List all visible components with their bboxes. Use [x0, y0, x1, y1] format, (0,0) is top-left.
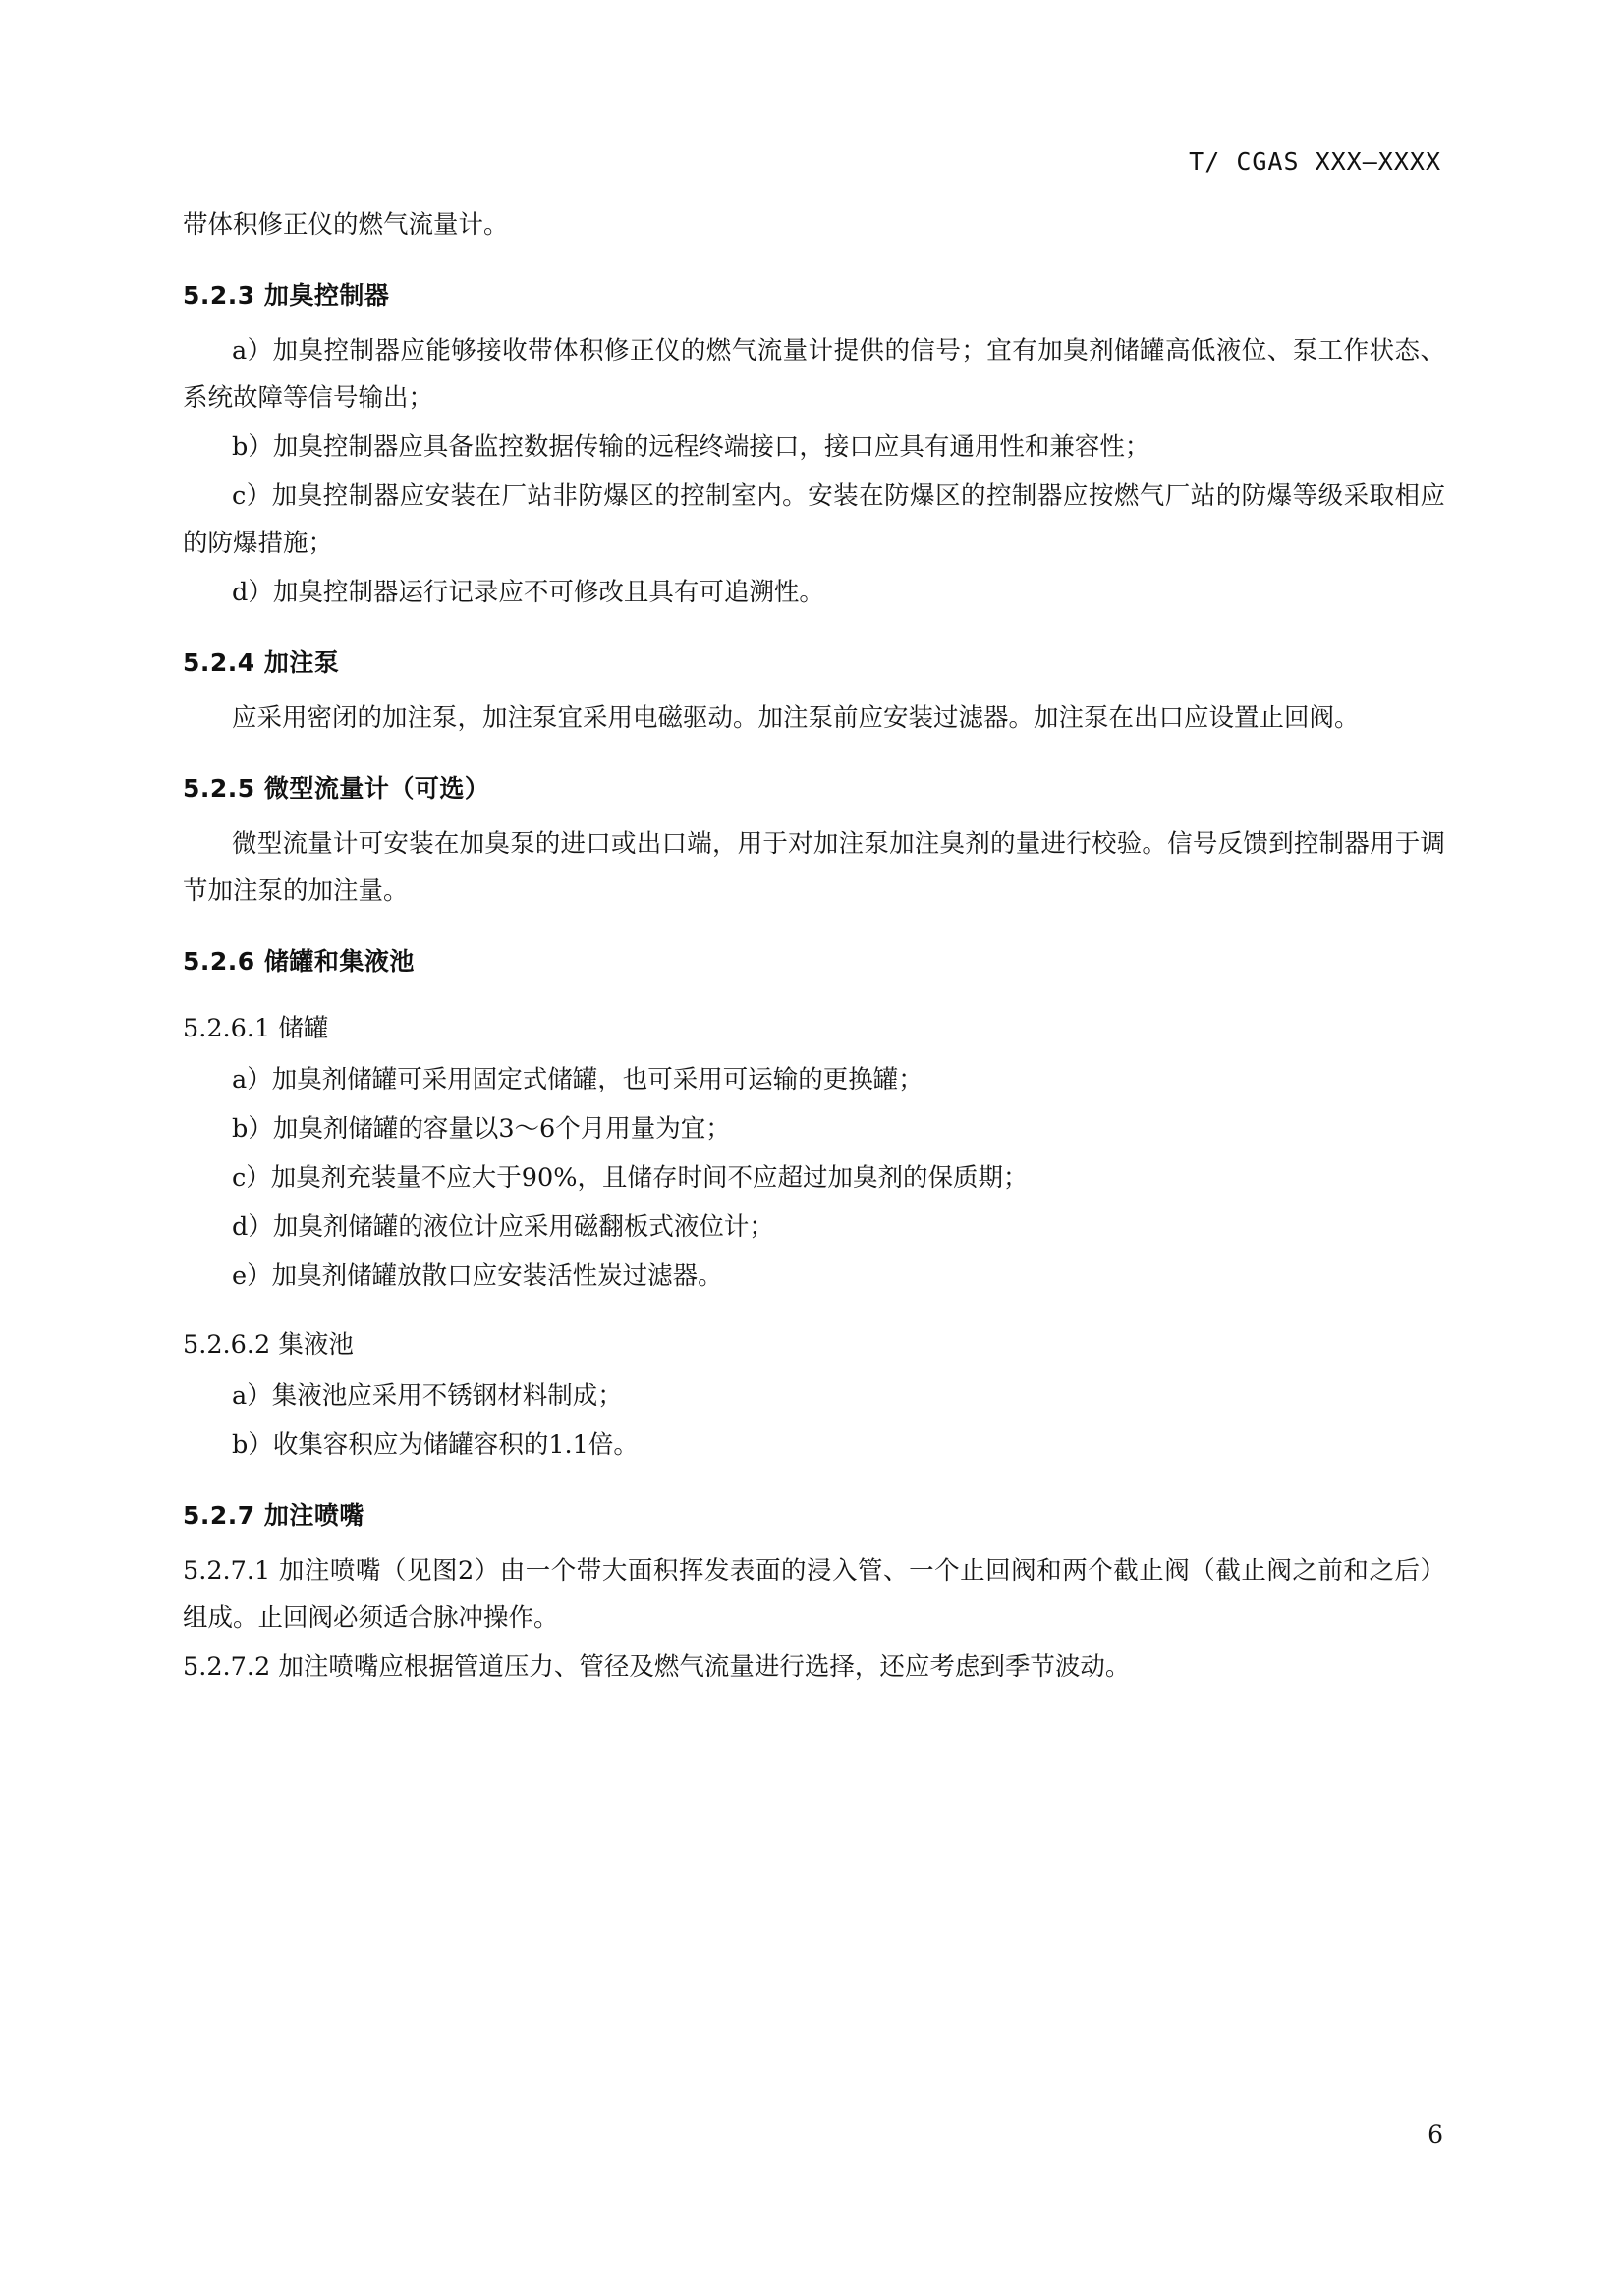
- subheading-number: 5.2.6.2: [183, 1330, 271, 1360]
- heading-title: 加注泵: [263, 648, 340, 677]
- subheading-number: 5.2.6.1: [183, 1014, 271, 1043]
- list-item: d）加臭剂储罐的液位计应采用磁翻板式液位计；: [232, 1212, 774, 1242]
- heading-5-2-5: [183, 767, 1445, 811]
- heading-number: 5.2.4: [183, 648, 255, 677]
- heading-5-2-6: [183, 940, 1445, 983]
- list-item: b）收集容积应为储罐容积的1.1倍。: [232, 1430, 639, 1460]
- list-item: a）集液池应采用不锈钢材料制成；: [232, 1381, 623, 1411]
- subheading-5-2-6-2: [183, 1323, 1445, 1367]
- list-item: c）加臭控制器应安装在厂站非防爆区的控制室内。安装在防爆区的控制器应按燃气厂站的防爆等级采取相应的防爆措施；: [183, 481, 1445, 558]
- heading-5-2-4: [183, 642, 1445, 685]
- list-item: b）加臭控制器应具备监控数据传输的远程终端接口，接口应具有通用性和兼容性；: [232, 432, 1150, 462]
- heading-number: 5.2.3: [183, 281, 255, 309]
- list-item: a）加臭剂储罐可采用固定式储罐，也可采用可运输的更换罐；: [232, 1065, 924, 1094]
- heading-title: 加注喷嘴: [263, 1501, 364, 1530]
- heading-title: 微型流量计（可选）: [263, 774, 490, 803]
- clause-5-2-7-1: 5.2.7.1 加注喷嘴（见图2）由一个带大面积挥发表面的浸入管、一个止回阀和两个截止阀（截止阀之前和之后）组成。止回阀必须适合脉冲操作。: [183, 1556, 1445, 1633]
- list-item: d）加臭控制器运行记录应不可修改且具有可追溯性。: [232, 578, 824, 607]
- list-item: a）加臭控制器应能够接收带体积修正仪的燃气流量计提供的信号；宜有加臭剂储罐高低液位、泵工作状态、系统故障等信号输出；: [183, 336, 1445, 413]
- paragraph: 应采用密闭的加注泵，加注泵宜采用电磁驱动。加注泵前应安装过滤器。加注泵在出口应设置止回阀。: [232, 703, 1360, 733]
- page-number: 6: [1428, 2120, 1443, 2149]
- list-item: b）加臭剂储罐的容量以3～6个月用量为宜；: [232, 1114, 731, 1144]
- heading-5-2-7: [183, 1494, 1445, 1538]
- list-item: e）加臭剂储罐放散口应安装活性炭过滤器。: [232, 1261, 723, 1291]
- list-item: c）加臭剂充装量不应大于90%，且储存时间不应超过加臭剂的保质期；: [232, 1163, 1029, 1193]
- heading-5-2-3: [183, 274, 1445, 317]
- paragraph: 微型流量计可安装在加臭泵的进口或出口端，用于对加注泵加注臭剂的量进行校验。信号反馈到控制器用于调节加注泵的加注量。: [183, 829, 1445, 906]
- heading-title: 加臭控制器: [263, 281, 390, 309]
- heading-title: 储罐和集液池: [263, 947, 415, 976]
- subheading-title: 储罐: [278, 1014, 329, 1043]
- subheading-title: 集液池: [278, 1330, 354, 1360]
- heading-number: 5.2.6: [183, 947, 255, 976]
- clause-5-2-7-2: 5.2.7.2 加注喷嘴应根据管道压力、管径及燃气流量进行选择，还应考虑到季节波动。: [183, 1652, 1131, 1682]
- continued-paragraph: 带体积修正仪的燃气流量计。: [183, 210, 509, 240]
- document-body: [183, 201, 1445, 1691]
- heading-number: 5.2.5: [183, 774, 255, 803]
- heading-number: 5.2.7: [183, 1501, 255, 1530]
- page-header: T/ CGAS XXX—XXXX: [1189, 147, 1441, 176]
- subheading-5-2-6-1: [183, 1007, 1445, 1050]
- page-content: [183, 147, 1445, 1693]
